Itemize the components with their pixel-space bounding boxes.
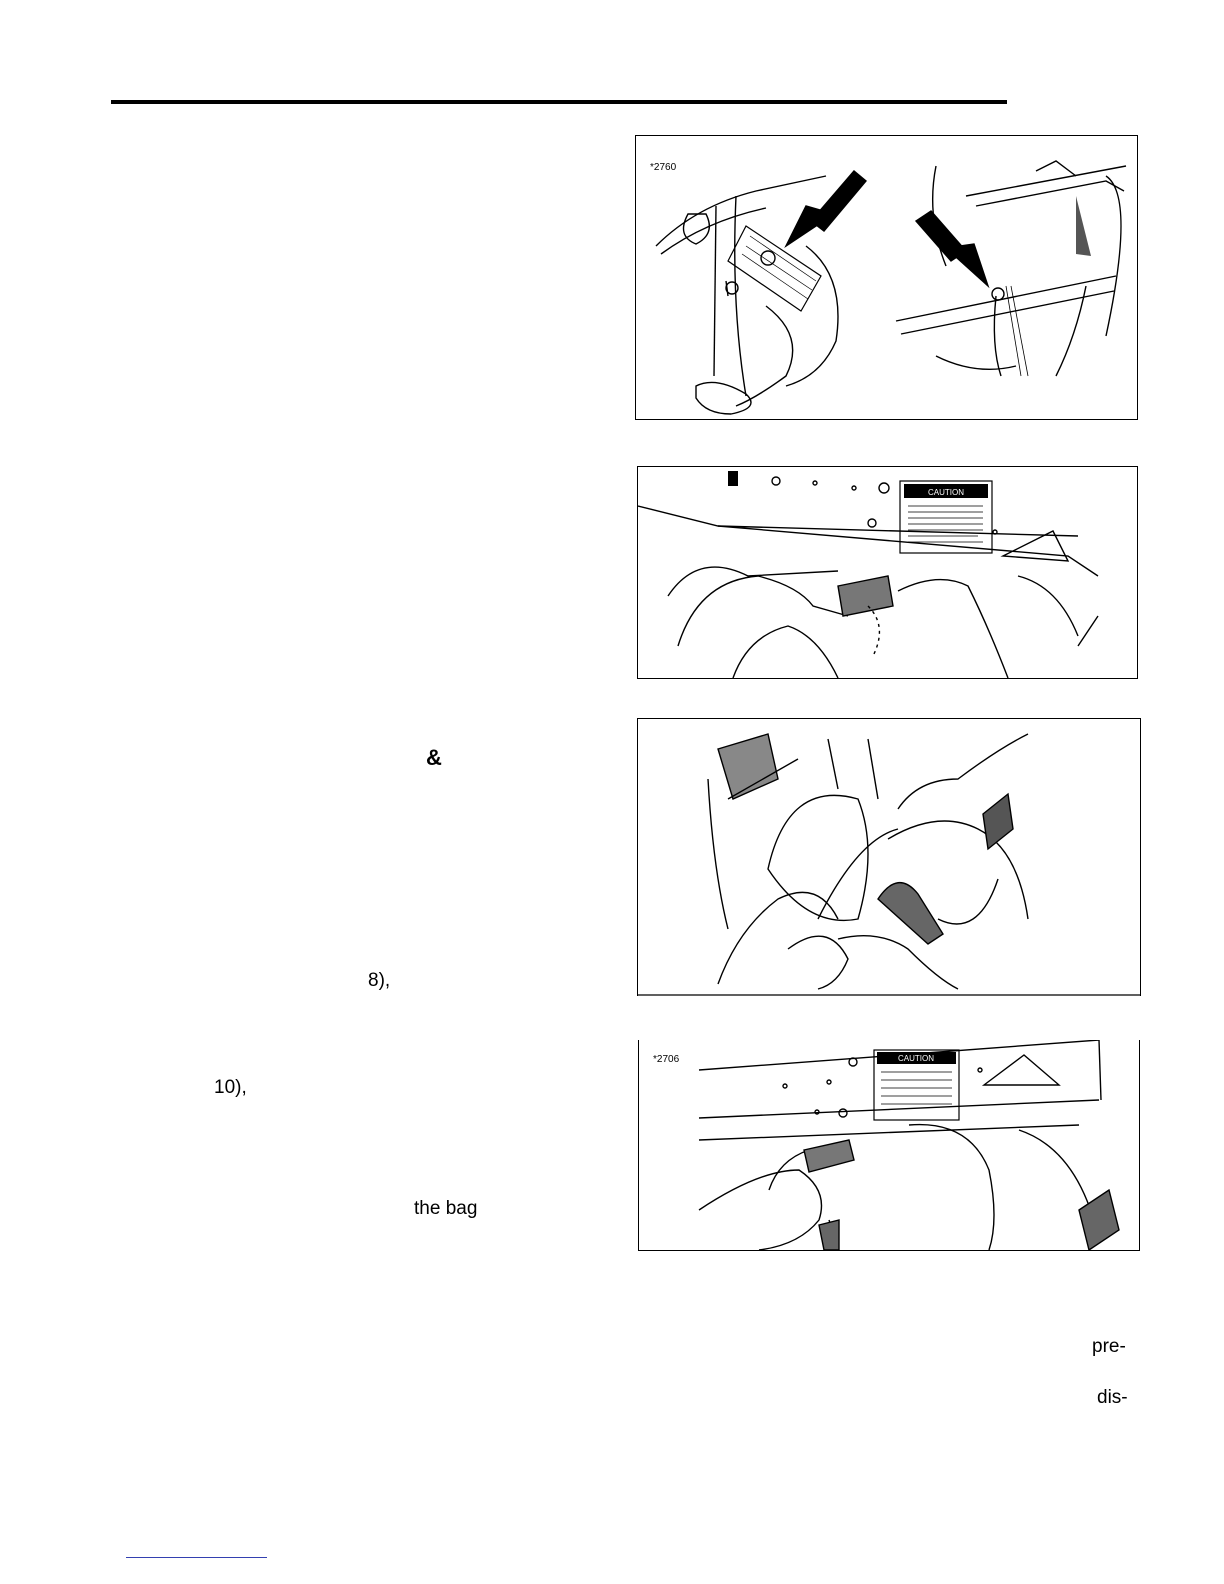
- figure-4-caution-label: CAUTION: [898, 1054, 934, 1063]
- figure-3-bag-opening-illustration: [637, 718, 1141, 996]
- figure-1-strap-clip-illustration: [635, 135, 1138, 420]
- figure-1-drawing: [636, 136, 1137, 419]
- footer-link-underline: [126, 1557, 267, 1558]
- figure-ref-8: 8),: [368, 970, 391, 991]
- ampersand-text: &: [426, 745, 442, 770]
- figure-ref-10: 10),: [214, 1077, 247, 1098]
- figure-2-drawing: [638, 466, 1137, 678]
- figure-3-drawing: [638, 719, 1140, 996]
- header-rule: [111, 100, 1007, 104]
- figure-2-strap-attach-illustration: [637, 466, 1138, 679]
- hyphenated-pre-text: pre-: [1092, 1336, 1126, 1357]
- figure-4-strap-clip-illustration: [638, 1040, 1140, 1251]
- the-bag-text: the bag: [414, 1198, 478, 1219]
- figure-1-number: *2760: [650, 162, 677, 173]
- figure-2-caution-label: CAUTION: [928, 488, 964, 497]
- figure-4-drawing: [639, 1040, 1139, 1250]
- hyphenated-dis-text: dis-: [1097, 1387, 1128, 1408]
- figure-4-number: *2706: [653, 1054, 680, 1065]
